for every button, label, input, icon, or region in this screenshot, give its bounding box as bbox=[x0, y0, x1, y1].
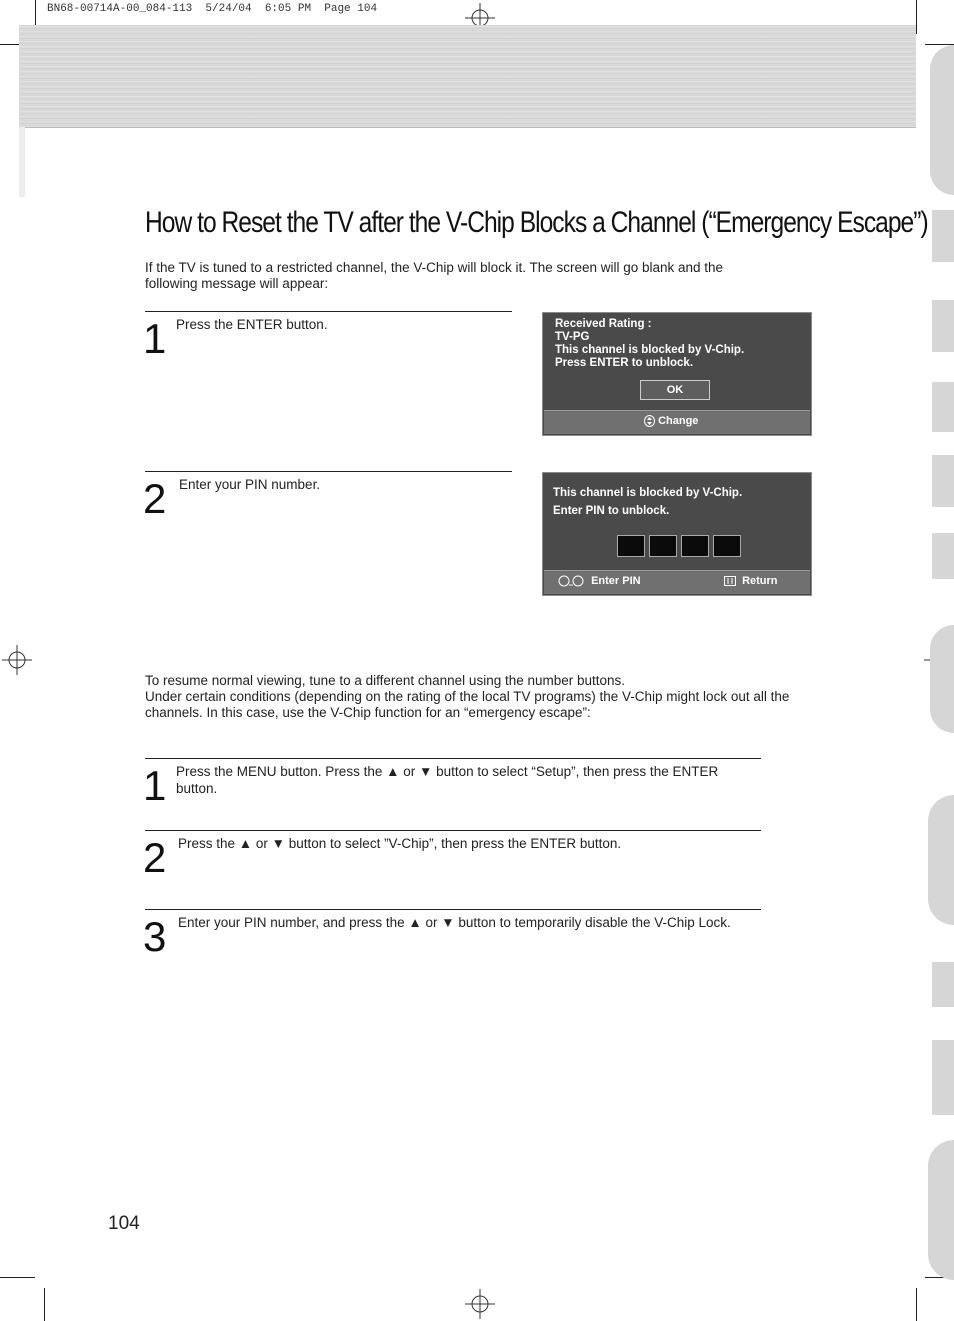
return-icon bbox=[724, 576, 736, 586]
intro-paragraph: If the TV is tuned to a restricted channel, the V-Chip will block it. The screen will go blank and the following message will appear: bbox=[145, 260, 724, 291]
header-strip bbox=[19, 127, 25, 197]
step-text: Press the ENTER button. bbox=[176, 317, 328, 332]
osd-footer bbox=[544, 410, 810, 434]
side-decoration bbox=[928, 1140, 954, 1280]
header-band bbox=[19, 25, 916, 128]
crop-mark bbox=[44, 1288, 45, 1321]
navigate-updown-icon bbox=[644, 415, 655, 427]
side-decoration bbox=[932, 210, 954, 262]
step-number: 2 bbox=[143, 475, 167, 522]
page-title: How to Reset the TV after the V-Chip Blocks a Channel (“Emergency Escape”) bbox=[145, 206, 928, 239]
pin-digit-1[interactable] bbox=[617, 535, 645, 557]
number-keys-icon bbox=[558, 575, 584, 587]
step-number: 3 bbox=[143, 913, 167, 960]
resume-line-2: Under certain conditions (depending on the rating of the local TV programs) the V-Chip might lock out all the channels. In this case, use the V-Chip function for an “emergency escape”: bbox=[145, 689, 790, 720]
step-text: Enter your PIN number. bbox=[179, 477, 321, 492]
side-decoration bbox=[930, 625, 954, 733]
step-divider bbox=[145, 311, 512, 312]
step-number: 1 bbox=[143, 315, 167, 362]
side-decoration bbox=[932, 455, 954, 507]
step-text: Enter your PIN number, and press the ▲ or ▼ button to temporarily disable the V-Chip Lock. bbox=[178, 915, 731, 930]
side-decoration bbox=[932, 382, 954, 432]
step-divider bbox=[145, 909, 761, 910]
registration-mark-icon bbox=[465, 1289, 495, 1319]
osd-blocked-message: This channel is blocked by V-Chip. bbox=[553, 487, 743, 499]
crop-mark bbox=[916, 0, 917, 34]
osd-footer bbox=[544, 570, 810, 594]
registration-mark-icon bbox=[2, 645, 32, 675]
side-decoration bbox=[932, 962, 954, 1007]
osd-unblock-hint: Press ENTER to unblock. bbox=[555, 357, 694, 369]
side-decoration bbox=[932, 533, 954, 579]
pin-digit-3[interactable] bbox=[681, 535, 709, 557]
osd-pin-dialog bbox=[542, 472, 812, 596]
print-slug: BN68-00714A-00_084-113 5/24/04 6:05 PM Page 104 bbox=[47, 3, 378, 15]
side-decoration bbox=[932, 1040, 954, 1115]
step-number: 1 bbox=[143, 762, 167, 809]
ok-button[interactable]: OK bbox=[640, 380, 710, 400]
pin-digit-4[interactable] bbox=[713, 535, 741, 557]
side-decoration bbox=[930, 45, 954, 195]
pin-digit-2[interactable] bbox=[649, 535, 677, 557]
osd-rating-label: Received Rating : bbox=[555, 318, 652, 330]
step-text: Press the MENU button. Press the ▲ or ▼ button to select “Setup”, then press the ENTER button. bbox=[176, 764, 719, 796]
osd-blocked-message: This channel is blocked by V-Chip. bbox=[555, 344, 745, 356]
osd-rating-value: TV-PG bbox=[555, 331, 590, 343]
enter-pin-label: Enter PIN bbox=[591, 575, 641, 587]
step-number: 2 bbox=[143, 834, 167, 881]
osd-blocked-dialog bbox=[542, 312, 812, 436]
crop-mark bbox=[0, 1277, 35, 1278]
side-decoration bbox=[928, 795, 954, 925]
return-label: Return bbox=[742, 575, 778, 587]
page-number: 104 bbox=[108, 1213, 140, 1234]
side-decoration bbox=[932, 300, 954, 352]
step-divider bbox=[145, 758, 761, 759]
step-divider bbox=[145, 830, 761, 831]
step-text: Press the ▲ or ▼ button to select ”V-Chip”, then press the ENTER button. bbox=[178, 836, 622, 851]
resume-line-1: To resume normal viewing, tune to a different channel using the number buttons. bbox=[145, 673, 626, 688]
osd-pin-hint: Enter PIN to unblock. bbox=[553, 505, 670, 517]
change-label: Change bbox=[658, 415, 699, 427]
crop-mark bbox=[916, 1288, 917, 1321]
resume-paragraph bbox=[145, 673, 795, 721]
step-divider bbox=[145, 471, 512, 472]
